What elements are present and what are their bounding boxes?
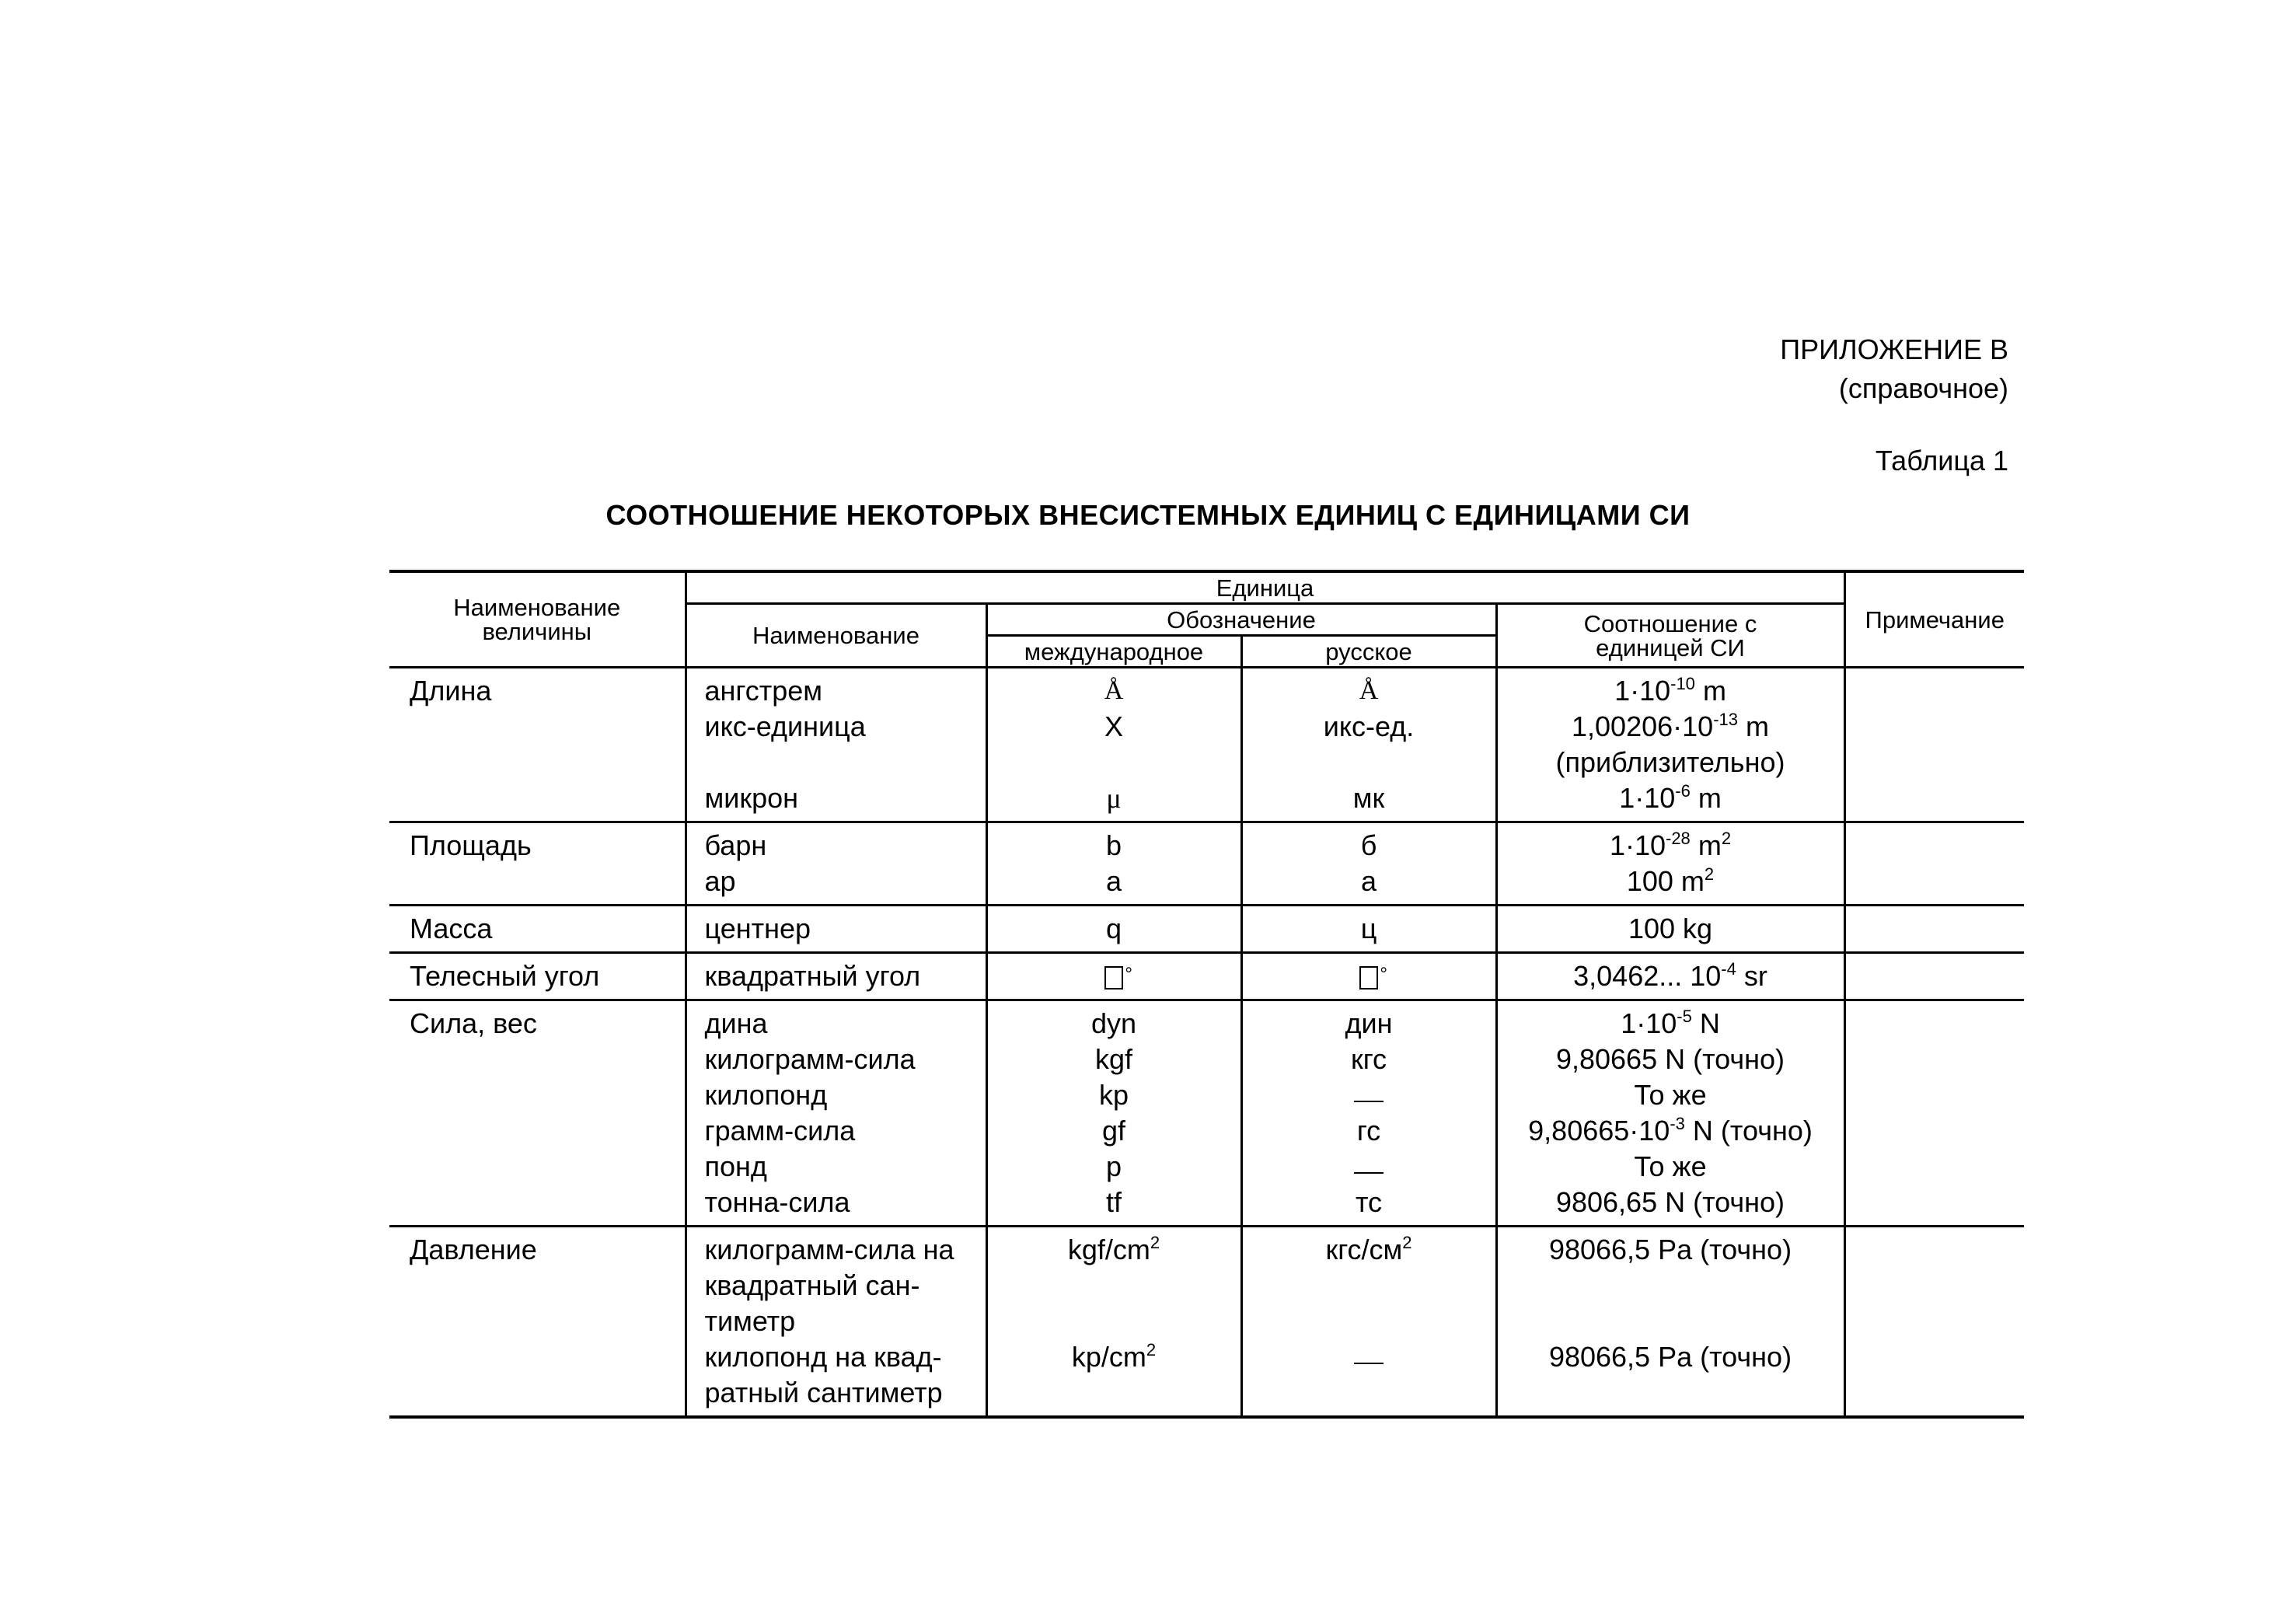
intl-symbol: X [1104, 710, 1123, 742]
si-ratio: 9,80665 N (точно) [1555, 1043, 1785, 1075]
square-degree-icon [1359, 966, 1378, 989]
unit-name: дина [704, 1007, 768, 1039]
si-ratio: 100 kg [1628, 913, 1713, 944]
si-ratio: $1\cdot 10^{-10}$ m [1614, 674, 1726, 707]
si-ratio: $1\cdot 10^{-5}$ N [1621, 1007, 1720, 1039]
unit-name: килограмм-сила [704, 1043, 916, 1075]
intl-symbol: kp [1098, 1079, 1129, 1111]
rus-symbol: б [1360, 829, 1377, 861]
si-ratio: $1\cdot 10^{-6}$ m [1619, 781, 1722, 814]
si-ratio-note: (приблизительно) [1555, 746, 1785, 778]
si-ratio: $1,00206\cdot 10^{-13}$ m [1572, 710, 1769, 742]
si-ratio: $1\cdot 10^{-28}$ $m^2$ [1609, 829, 1732, 861]
intl-symbol: p [1105, 1150, 1122, 1182]
col-international-header: международное [986, 636, 1241, 668]
unit-name: ангстрем [704, 675, 823, 707]
intl-symbol: kgf [1094, 1043, 1133, 1075]
rus-symbol: ц [1360, 913, 1377, 944]
intl-symbol: Å [1104, 676, 1124, 705]
intl-symbol: gf [1101, 1115, 1126, 1147]
si-ratio: То же [1634, 1150, 1707, 1182]
table-row [389, 906, 2024, 953]
si-ratio: $9,80665\cdot 10^{-3}$ N (точно) [1528, 1114, 1813, 1147]
quantity-cell: Масса [410, 913, 493, 944]
col-unit-header: Единица [686, 571, 1844, 604]
table-number: Таблица 1 [1875, 445, 2008, 476]
appendix-note: (справочное) [1838, 372, 2008, 404]
rus-symbol: кгс [1350, 1043, 1387, 1075]
si-ratio: 100 $m^2$ [1626, 864, 1715, 897]
si-ratio: 3,0462... $10^{-4}$ sr [1573, 959, 1767, 992]
si-ratio: То же [1634, 1079, 1707, 1111]
rus-symbol: дин [1345, 1007, 1393, 1039]
unit-name: килограмм-сила на [704, 1234, 954, 1265]
unit-name: грамм-сила [704, 1115, 856, 1147]
rus-symbol: Å [1359, 676, 1379, 705]
unit-name: килопонд на квад- [704, 1341, 942, 1373]
note-cell [1844, 1227, 2024, 1418]
rus-symbol: кгс/$см^2$ [1325, 1233, 1412, 1265]
table-row [389, 953, 2024, 1000]
appendix-label: ПРИЛОЖЕНИЕ В [1780, 333, 2008, 365]
quantity-cell: Телесный угол [410, 960, 600, 992]
intl-symbol: μ [1106, 783, 1122, 814]
rus-symbol: а [1360, 865, 1377, 897]
unit-name: килопонд [704, 1079, 828, 1111]
unit-name: квадратный сан- [704, 1269, 920, 1301]
si-ratio: 98066,5 Pa (точно) [1548, 1234, 1792, 1265]
em-dash [1354, 1363, 1384, 1364]
intl-symbol: kgf/$cm^2$ [1067, 1233, 1160, 1265]
quantity-cell: Давление [410, 1234, 537, 1265]
unit-name: тонна-сила [704, 1186, 850, 1218]
note-cell [1844, 906, 2024, 953]
square-degree-icon [1104, 966, 1123, 989]
quantity-cell: Длина [410, 675, 492, 707]
unit-name: барн [704, 829, 767, 861]
quantity-cell: Сила, вес [410, 1007, 537, 1039]
intl-symbol: dyn [1090, 1007, 1137, 1039]
unit-name: центнер [704, 913, 811, 944]
col-unit-name-header: Наименование [686, 604, 986, 668]
rus-symbol: гс [1356, 1115, 1381, 1147]
intl-symbol: q [1105, 913, 1122, 944]
rus-symbol: тс [1355, 1186, 1383, 1218]
units-table [389, 570, 2024, 1419]
intl-symbol: b [1105, 829, 1122, 861]
em-dash [1354, 1172, 1384, 1174]
si-ratio: 9806,65 N (точно) [1555, 1186, 1785, 1218]
unit-name: микрон [704, 782, 799, 814]
unit-name: икс-единица [704, 710, 866, 742]
table-row [389, 822, 2024, 906]
intl-symbol: tf [1105, 1186, 1122, 1218]
rus-symbol: икс-ед. [1323, 710, 1415, 742]
unit-name: понд [704, 1150, 767, 1182]
table-row [389, 668, 2024, 822]
col-ratio-header: Соотношение с единицей СИ [1496, 604, 1844, 668]
unit-name: квадратный угол [704, 960, 921, 992]
note-cell [1844, 1000, 2024, 1227]
rus-symbol: мк [1352, 782, 1385, 814]
table-title: СООТНОШЕНИЕ НЕКОТОРЫХ ВНЕСИСТЕМНЫХ ЕДИНИЦ С ЕДИНИЦАМИ СИ [605, 499, 1691, 531]
col-designation-header: Обозначение [986, 604, 1496, 636]
intl-symbol: $kp/cm^2$ [1071, 1340, 1157, 1373]
unit-name: тиметр [704, 1305, 796, 1337]
note-cell [1844, 668, 2024, 822]
si-ratio: 98066,5 Pa (точно) [1548, 1341, 1792, 1373]
unit-name: ар [704, 865, 736, 897]
col-russian-header: русское [1241, 636, 1496, 668]
note-cell [1844, 953, 2024, 1000]
table-row [389, 1000, 2024, 1227]
intl-symbol: a [1105, 865, 1122, 897]
unit-name: ратный сантиметр [704, 1377, 943, 1408]
col-note-header: Примечание [1844, 571, 2024, 668]
table-row [389, 1227, 2024, 1418]
em-dash [1354, 1101, 1384, 1102]
col-quantity-header: Наименование величины [389, 571, 686, 668]
note-cell [1844, 822, 2024, 906]
quantity-cell: Площадь [410, 829, 532, 861]
